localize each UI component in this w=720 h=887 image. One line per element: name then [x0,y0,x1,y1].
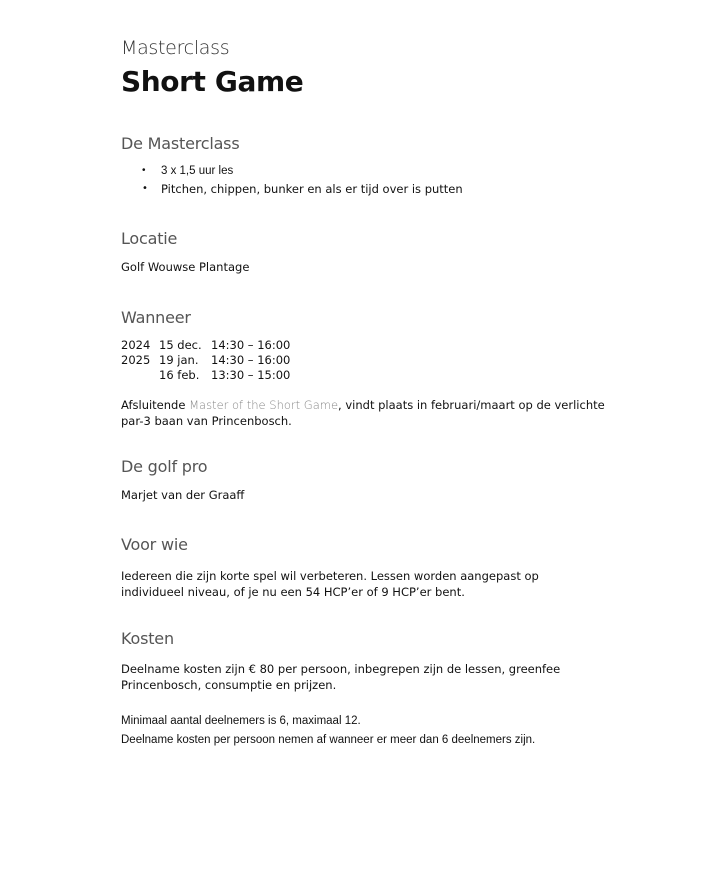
closing-event-paragraph [121,397,611,429]
locatie-text: Golf Wouwse Plantage [121,260,250,274]
section-heading-golf-pro: De golf pro [121,457,208,476]
bullet-icon: • [142,183,148,194]
kosten-text: Deelname kosten zijn € 80 per persoon, inbegrepen zijn de lessen, greenfee Princenbosch, consumptie en prijzen. [121,662,561,692]
section-heading-voor-wie: Voor wie [121,535,188,554]
schedule-year: 2025 [121,353,151,367]
closing-suffix: , vindt plaats in februari/maart op de verlichte par-3 baan van Princenbosch. [121,398,605,428]
schedule-date: 16 feb. [159,368,200,382]
section-heading-wanneer: Wanneer [121,308,191,327]
section-heading-kosten: Kosten [121,629,174,648]
section-locatie [121,229,681,275]
schedule-date: 15 dec. [159,338,202,352]
section-golf-pro [121,457,681,503]
section-masterclass [121,134,681,198]
schedule-year [121,368,159,383]
schedule-year: 2024 [121,338,151,352]
voor-wie-text: Iedereen die zijn korte spel wil verbeteren. Lessen worden aangepast op individueel niveau, of je nu een 54 HCP’er of 9 HCP’er bent. [121,569,539,599]
masterclass-bullet-list [121,162,681,198]
schedule-row [121,353,681,368]
section-notes [121,712,681,750]
document-kicker: Masterclass [121,37,230,59]
bullet-icon: • [142,165,146,176]
section-heading-masterclass: De Masterclass [121,134,240,153]
document-title: Short Game [121,65,304,98]
schedule [121,338,681,383]
section-kosten [121,629,681,693]
schedule-date: 19 jan. [159,353,199,367]
section-voor-wie [121,535,681,600]
document-header [121,36,681,100]
list-item-text: 3 x 1,5 uur les [161,165,234,177]
closing-event-name: Master of the Short Game [189,398,339,412]
closing-prefix: Afsluitende [121,398,190,412]
section-heading-locatie: Locatie [121,229,178,248]
section-wanneer [121,308,681,429]
list-item [121,162,681,180]
note-line: Minimaal aantal deelnemers is 6, maximaal 12. [121,715,361,727]
schedule-time: 14:30 – 16:00 [211,353,291,367]
schedule-time: 14:30 – 16:00 [211,338,291,352]
note-line: Deelname kosten per persoon nemen af wanneer er meer dan 6 deelnemers zijn. [121,734,536,746]
schedule-row [121,368,681,383]
list-item-text: Pitchen, chippen, bunker en als er tijd over is putten [161,182,463,196]
schedule-time: 13:30 – 15:00 [211,368,291,382]
list-item [121,180,681,198]
schedule-row [121,338,681,353]
golf-pro-name: Marjet van der Graaff [121,488,245,502]
